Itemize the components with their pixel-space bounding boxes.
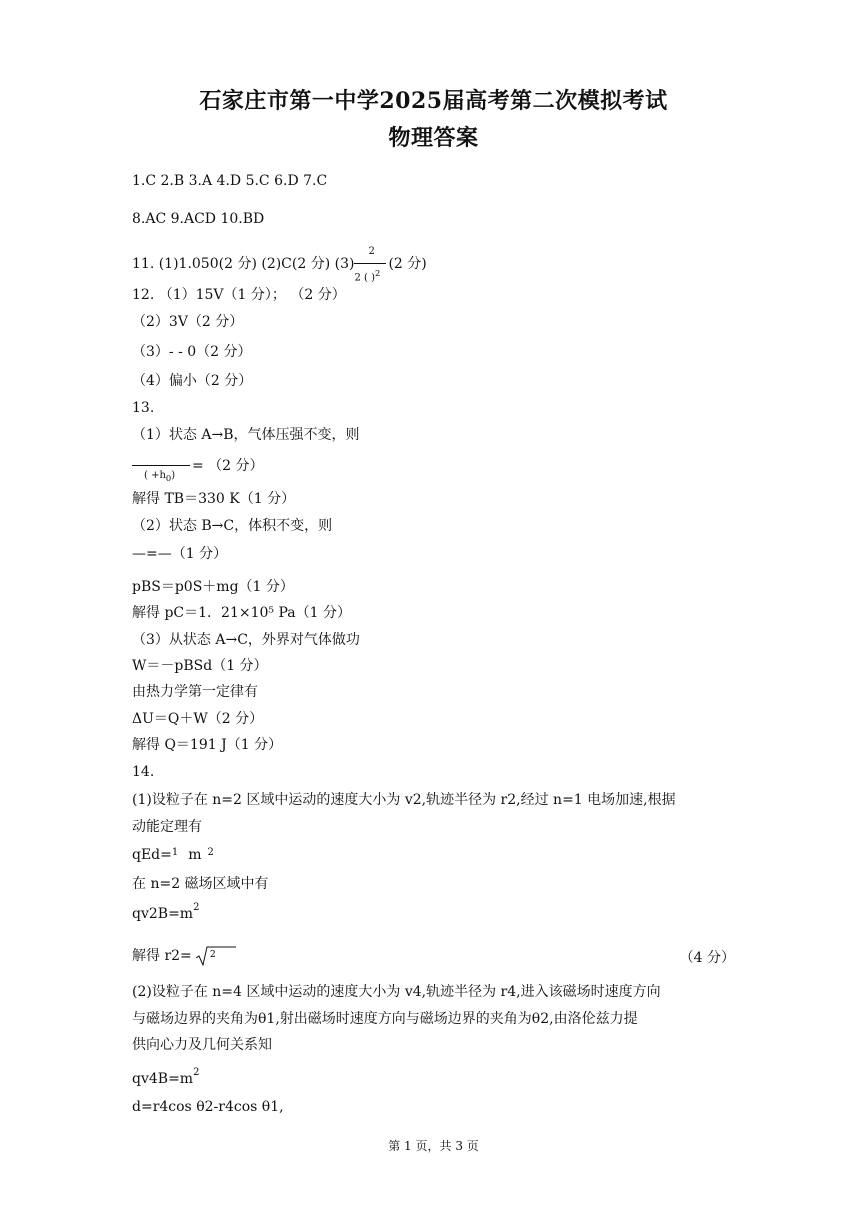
q13-line-3: 解得 TB＝330 K（1 分）	[132, 491, 296, 507]
q14-eq-3: 解得 r2= 2	[132, 946, 236, 966]
q12-line-1: 12. （1）15V（1 分）； （2 分）	[132, 287, 346, 303]
answers-row-2: 8.AC 9.ACD 10.BD	[132, 211, 265, 227]
q13-line-10: 由热力学第一定律有	[132, 684, 258, 700]
q13-line-12: 解得 Q＝191 J（1 分）	[132, 737, 283, 753]
q13-line-4: （2）状态 B→C，体积不变，则	[132, 518, 333, 534]
q13-line-9: W＝－pBSd（1 分）	[132, 658, 268, 674]
svg-text:2: 2	[210, 950, 216, 960]
q13-equals: = （2 分）	[192, 458, 264, 474]
q12-line-4: （4）偏小（2 分）	[132, 373, 253, 389]
q13-line-5: —=—（1 分）	[132, 546, 228, 562]
q14-number: 14.	[132, 764, 155, 780]
q12-line-3: （3）- - 0（2 分）	[132, 344, 252, 360]
q11-fraction: $\frac{2}{2 ( )^2}$	[354, 255, 388, 273]
q11-line	[132, 246, 427, 284]
q14-eq-4: $qv4B=m^2$	[132, 1067, 200, 1087]
sqrt-icon	[196, 946, 236, 966]
q12-line-2: （2）3V（2 分）	[132, 314, 244, 330]
q13-fraction-1: ( $+h_0$)	[132, 456, 192, 476]
q14-p1-line-1: (1)设粒子在 n=2 区域中运动的速度大小为 v2,轨迹半径为 r2,经过 n=1 电场加速,根据	[132, 792, 676, 808]
q13-line-11: ΔU＝Q＋W（2 分）	[132, 711, 264, 727]
q14-score: （4 分）	[679, 950, 735, 966]
q14-p2-line-1: (2)设粒子在 n=4 区域中运动的速度大小为 v4,轨迹半径为 r4,进入该磁场时速度方向	[132, 984, 661, 1000]
q13-line-1: （1）状态 A→B，气体压强不变，则	[132, 427, 360, 443]
q14-eq-5: d=r4cos θ2-r4cos θ1,	[132, 1099, 284, 1115]
q14-field-line: 在 n=2 磁场区域中有	[132, 876, 269, 892]
answers-row-1: 1.C 2.B 3.A 4.D 5.C 6.D 7.C	[132, 173, 328, 189]
q11-text: 11. (1)1.050(2 分) (2)C(2 分) (3)	[132, 256, 355, 272]
q14-p2-line-2: 与磁场边界的夹角为θ1,射出磁场时速度方向与磁场边界的夹角为θ2,由洛伦兹力提	[132, 1011, 638, 1027]
q14-p2-line-3: 供向心力及几何关系知	[132, 1037, 272, 1053]
q13-number: 13.	[132, 400, 155, 416]
q13-line-6: pBS＝p0S＋mg（1 分）	[132, 579, 294, 595]
q13-line-7: 解得 pC＝1．21×10⁵ Pa（1 分）	[132, 605, 351, 621]
q14-p1-line-2: 动能定理有	[132, 819, 202, 835]
page-title: 石家庄市第一中学2025届高考第二次模拟考试	[199, 88, 668, 114]
page-subtitle: 物理答案	[388, 125, 479, 151]
q13-line-8: （3）从状态 A→C，外界对气体做功	[132, 632, 360, 648]
q14-eq-1: qEd=$^1$ m $^2$	[132, 847, 214, 863]
q14-eq-2: $qv2B=m^2$	[132, 902, 200, 922]
q13-line-2	[132, 456, 264, 483]
page-footer: 第 1 页，共 3 页	[388, 1139, 479, 1153]
q11-tail: (2 分)	[388, 256, 427, 272]
